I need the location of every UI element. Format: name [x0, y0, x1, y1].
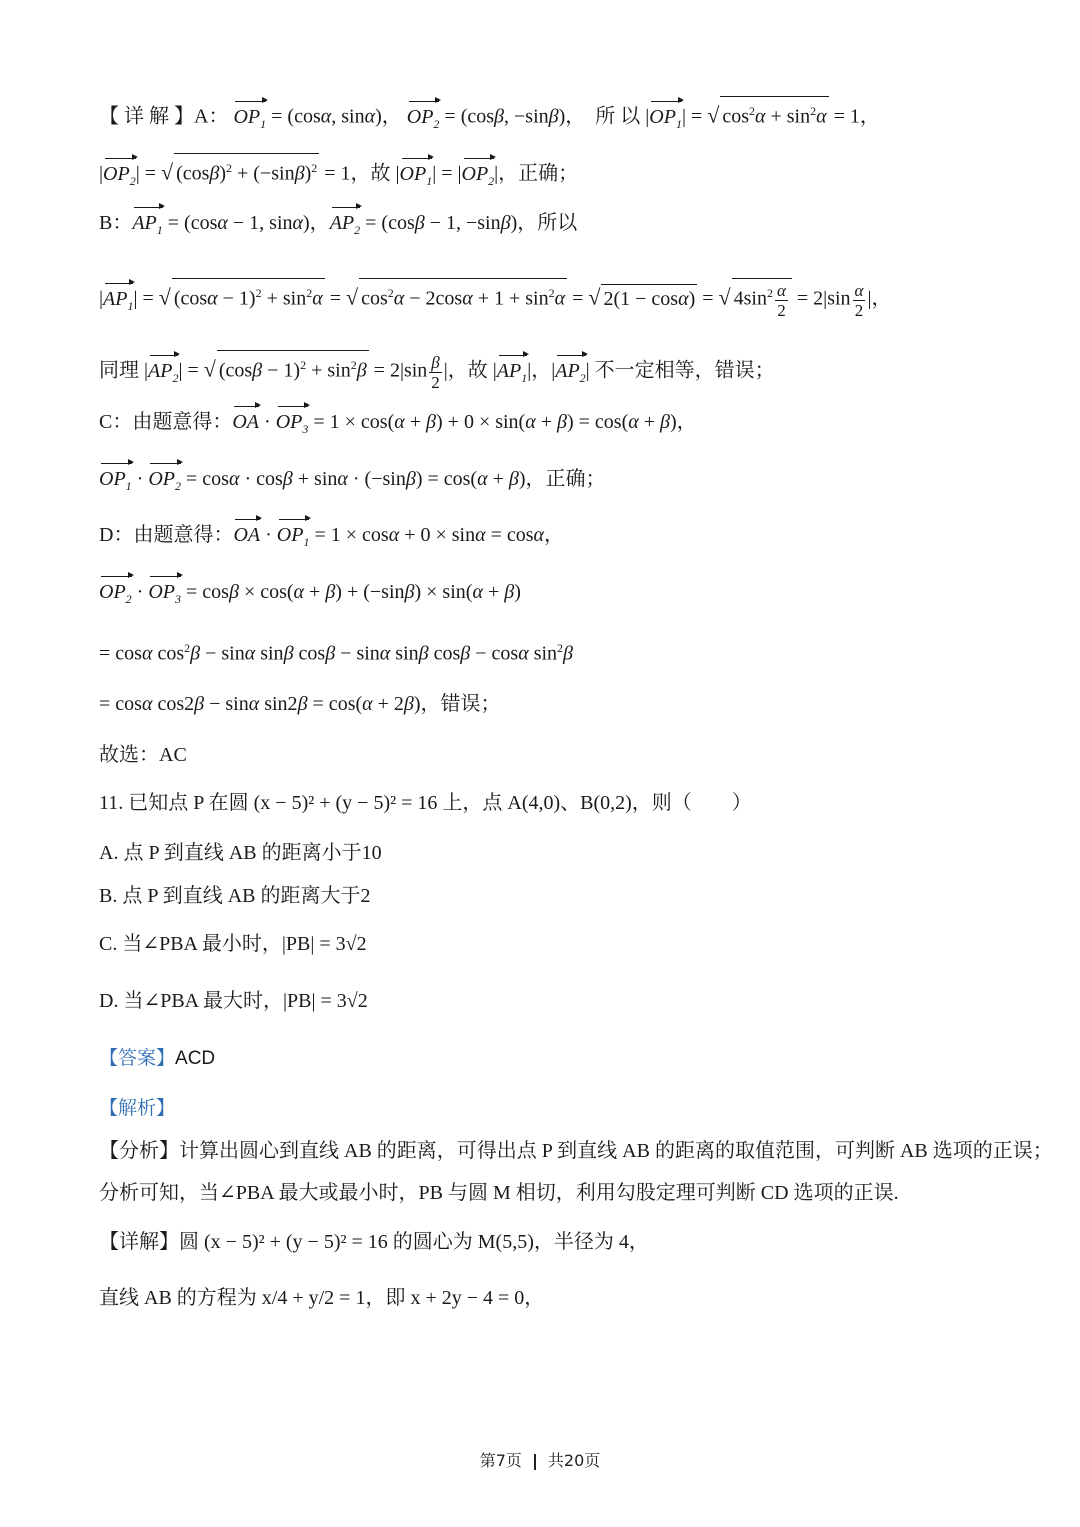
q11-option-d: D. 当∠PBA 最大时，|PB| = 3√2: [99, 990, 368, 1012]
answer-label: 【答案】: [99, 1047, 176, 1069]
q11-option-a: A. 点 P 到直线 AB 的距离小于10: [99, 842, 382, 864]
answer-value: ACD: [175, 1048, 216, 1069]
q11-stem: 11. 已知点 P 在圆 (x − 5)² + (y − 5)² = 16 上，点 A(4,0)、B(0,2)，则（ ）: [99, 792, 752, 814]
detail-c-line-1: C：由题意得：OA · $OP_3 = 1 \times \cos(\alpha + \beta) + 0 \times \sin(\alpha + \beta) = \cos(\alpha + \beta)$，: [99, 408, 1020, 443]
detail-a-lead: 【 详 解 】A：: [99, 105, 229, 128]
detail-b-line-3: 同理 $|AP_2|$ = √ $(\cos\beta - 1)^2 + \sin^2\beta = 2|\sin$ $\frac{\beta}{2}$ |，故 $|AP_1|$，$|AP_2|$ 不一定相等，错误；: [99, 350, 1020, 392]
q11-analysis-2: 分析可知，当∠PBA 最大或最小时，PB 与圆 M 相切，利用勾股定理可判断 CD 选项的正误.: [99, 1182, 899, 1204]
detail-b-line-1: B：$AP_1 = (\cos\alpha - 1$, sinα)，$AP_2 = (\cos\beta - 1$, −sinβ)，所以: [99, 209, 1020, 244]
page-total: 共20页: [547, 1451, 601, 1470]
detail-d-line-2: $OP_2 \cdot OP_3 = \cos\beta \times \cos(\alpha + \beta) + (-\sin\beta) \times \sin(\alpha + \beta)$: [99, 578, 1020, 613]
footer-divider: [534, 1454, 536, 1470]
choice-10: 故选：AC: [99, 744, 187, 766]
detail-d-line-4: = cosα cos2β − sinα sin2β = cos(α + 2β)，错误；: [99, 693, 501, 715]
page-footer: [0, 1448, 1080, 1471]
detail-a-line-2: $|OP_2|$ = √ $(\cos\beta)^2 + (-\sin\beta)^2 = 1$，故 $|OP_1| = |OP_2|$，正确；: [99, 153, 1020, 195]
q11-option-b: B. 点 P 到直线 AB 的距离大于2: [99, 885, 371, 907]
detail-b-line-2: $|AP_1|$ = √ $(\cos\alpha - 1)^2 + \sin^2\alpha$ = √ $\cos^2\alpha - 2\cos\alpha + 1 + \sin^2\alpha$ = √ 2(1 − cosα) = √ $4\sin^2$ $\frac{\alpha}{2}$ = 2|sin $\frac{\alpha}{2}$ |，: [99, 278, 1020, 320]
detail-c-line-2: $OP_1 \cdot OP_2 = \cos\alpha \cdot \cos\beta + \sin\alpha \cdot (-\sin\beta) = \cos(\alpha + \beta)$，正确；: [99, 465, 1020, 500]
detail-d-line-1: D：由题意得：OA · $OP_1 = 1 \times \cos\alpha + 0 \times \sin\alpha = \cos\alpha$，: [99, 521, 1020, 556]
q11-option-c: C. 当∠PBA 最小时，|PB| = 3√2: [99, 933, 367, 955]
q11-detail-2: 直线 AB 的方程为 x/4 + y/2 = 1，即 x + 2y − 4 = 0，: [99, 1287, 545, 1309]
q11-answer: [99, 1044, 1020, 1073]
jiexi-label: 【解析】: [99, 1097, 176, 1119]
detail-a-line-1: 【 详 解 】A： $OP_1 = (\cos\alpha$, sinα)， $OP_2 = (\cos\beta$, −sinβ)， 所 以 $|OP_1|$ = √ $\cos^2\alpha + \sin^2\alpha = 1$，: [99, 96, 1020, 138]
q11-detail-1: 【详解】圆 (x − 5)² + (y − 5)² = 16 的圆心为 M(5,5)，半径为 4，: [99, 1231, 649, 1253]
q11-analysis-1: 【分析】计算出圆心到直线 AB 的距离，可得出点 P 到直线 AB 的距离的取值范围，可判断 AB 选项的正误；: [99, 1140, 1053, 1162]
page-number: 第7页: [479, 1451, 522, 1470]
detail-d-line-3: = cosα $\cos^2\beta - \sin\alpha$ sinβ cosβ − sinα sinβ cosβ − cosα $\sin^2\beta$: [99, 641, 574, 665]
